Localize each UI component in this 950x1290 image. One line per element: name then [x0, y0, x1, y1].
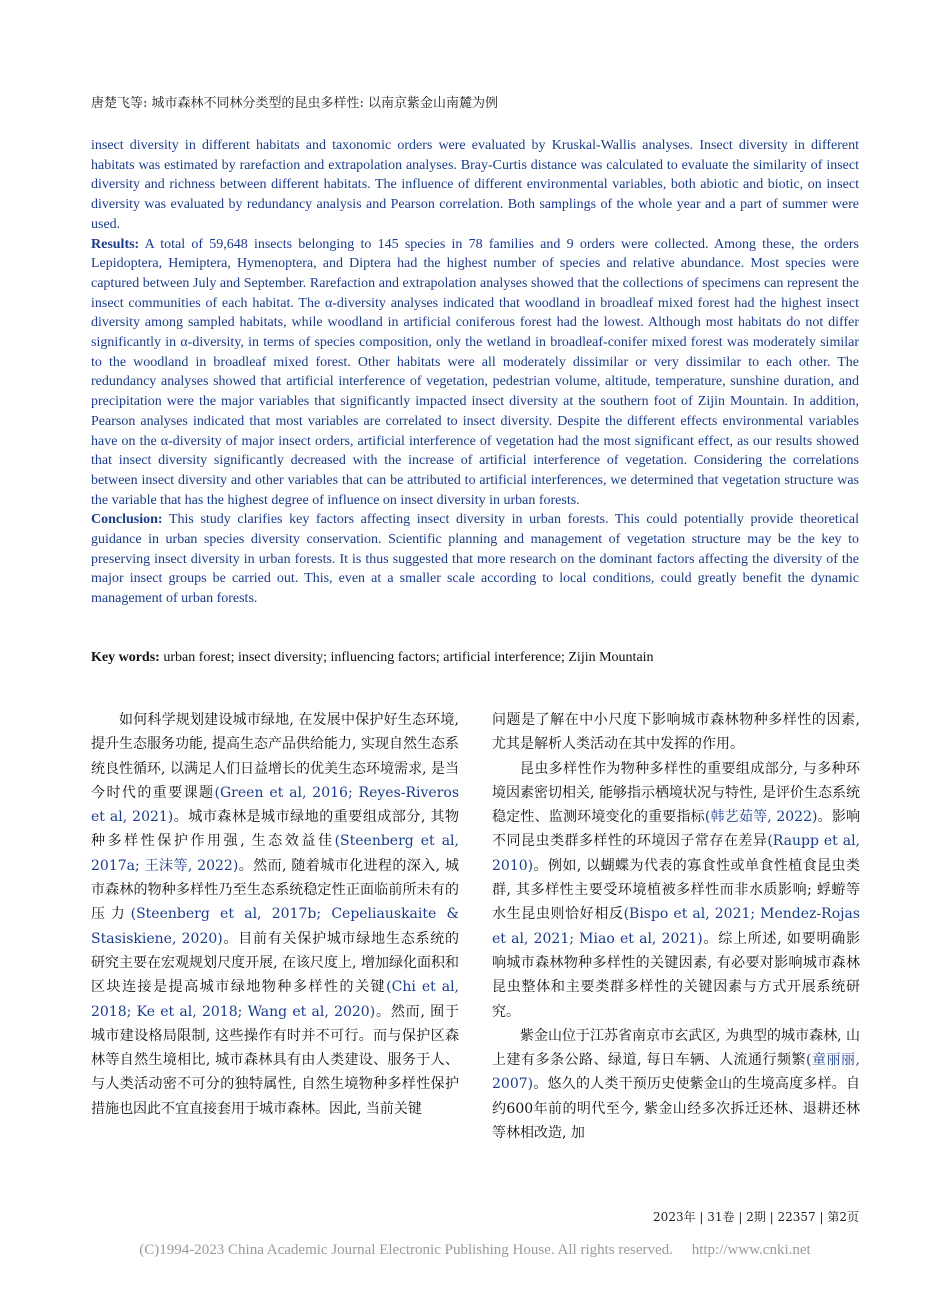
body-text: 昆虫多样性作为物种多样性的重要组成部分, 与多种环境因素密切相关, 能够指示栖境状况与特性, 是评价生态系统稳定性、监测环境变化的重要指标 — [492, 760, 860, 826]
issue-info: 2023年 | 31卷 | 2期 | 22357 | 第2页 — [653, 1210, 859, 1224]
body-text: 。综上所述, 如要明确影响城市森林物种多样性的关键因素, 有必要对影响城市森林昆虫整体和主要类群多样性的关键因素与方式开展系统研究。 — [492, 930, 860, 1020]
conclusion-text: This study clarifies key factors affecting insect diversity in urban forests. This could potentially provide theoretical guidance in urban species diversity conservation. Scientific planning and management of vegetation structure may be the key to preserving insect diversity in urban forests. It is thus suggested that more research on the dominant factors affecting the diversity of the major insect groups be carried out. This, even at a smaller scale according to local conditions, could greatly benefit the dynamic management of urban forests. — [91, 512, 859, 607]
body-paragraph — [492, 1024, 860, 1145]
citation-link[interactable]: (Chi et al, 2018; Ke et al, 2018; Wang et al, 2020) — [91, 979, 459, 1020]
cnki-watermark — [0, 1242, 950, 1259]
citation-link[interactable]: (Raupp et al, 2010) — [492, 833, 861, 874]
body-text: 紫金山位于江苏省南京市玄武区, 为典型的城市森林, 山上建有多条公路、绿道, 每日车辆、人流通行频繁 — [492, 1027, 860, 1069]
conclusion-label: Conclusion: — [91, 512, 163, 528]
citation-link[interactable]: 王沫等 — [144, 857, 188, 874]
body-text: 。例如, 以蝴蝶为代表的寡食性或单食性植食昆虫类群, 其多样性主要受环境植被多样性而非水质影响; 蜉蝣等水生昆虫则恰好相反 — [492, 857, 860, 923]
citation-link[interactable]: (Steenberg et al, 2017b; Cepeliauskaite & Stasiskiene, 2020) — [91, 906, 460, 947]
methods-tail — [91, 136, 859, 235]
citation-link[interactable]: , 2022) — [187, 857, 239, 874]
body-text: 。目前有关保护城市绿地生态系统的研究主要在宏观规划尺度开展, 在该尺度上, 增加绿化面积和区块连接是提高城市绿地物种多样性的关键 — [91, 930, 459, 996]
body-text: 。然而, 囿于城市建设格局限制, 这些操作有时并不可行。而与保护区森林等自然生境相比, 城市森林具有由人类建设、服务于人、与人类活动密不可分的独特属性, 自然生境物种多样性保护措施也因此不宜直接套用于城市森林。因此, 当前关键 — [91, 1003, 460, 1117]
copyright-text: (C)1994-2023 China Academic Journal Electronic Publishing House. All rights reserved. — [139, 1242, 673, 1258]
citation-link[interactable]: (Bispo et al, 2021; Mendez-Rojas et al, 2021; Miao et al, 2021) — [492, 906, 861, 947]
keywords — [91, 648, 859, 667]
keywords-text: urban forest; insect diversity; influencing factors; artificial interference; Zijin Mountain — [159, 650, 654, 665]
body-column-left — [91, 708, 459, 1121]
body-text: 。悠久的人类干预历史使紫金山的生境高度多样。自约600年前的明代至今, 紫金山经多次拆迁还林、退耕还林等林相改造, 加 — [492, 1076, 860, 1142]
conclusion-paragraph — [91, 510, 859, 609]
methods-text: insect diversity in different habitats and taxonomic orders were evaluated by Kruskal-Wallis analyses. Insect diversity in different habitats was estimated by rarefaction and extrapolation analyses. Bray-Curtis distance was calculated to evaluate the similarity of insect diversity and richness between different habitats. The influence of different environmental variables, both abiotic and biotic, on insect diversity was evaluated by redundancy analysis and Pearson correlation. Both samplings of the whole year and a part of summer were used. — [91, 138, 859, 232]
citation-link[interactable]: (童丽丽, 2007) — [492, 1052, 860, 1093]
results-paragraph — [91, 235, 859, 511]
abstract-section — [91, 136, 859, 609]
body-paragraph — [492, 757, 860, 1024]
results-text: A total of 59,648 insects belonging to 145 species in 78 families and 9 orders were collected. Among these, the orders Lepidoptera, Hemiptera, Hymenoptera, and Diptera had the highest number of species and relative abundance. Most species were captured between July and September. Rarefaction and extrapolation analyses showed that the collections of specimens can represent the insect communities of each habitat. The α-diversity analyses indicated that woodland in broadleaf mixed forest had the highest insect diversity among sampled habitats, while woodland in artificial coniferous forest had the lowest. Although most habitats do not differ significantly in α-diversity, in terms of species composition, only the wetland in broadleaf-conifer mixed forest was moderately similar to the woodland in broadleaf mixed forest. Other habitats were all moderately dissimilar or very dissimilar to each other. The redundancy analyses showed that artificial interference of vegetation, pedestrian volume, altitude, temperature, sunshine duration, and precipitation were the major variables that significantly impacted insect diversity at the southern foot of Zijin Mountain. In addition, Pearson analyses indicated that most variables are correlated to insect diversity. Despite the different effects environmental variables have on the α-diversity of major insect orders, artificial interference of vegetation had the most significant effect, as our results showed that insect diversity significantly decreased with the increase of artificial interference of vegetation. Considering the correlations between insect diversity and other variables that can be attributed to artificial interferences, we determined that vegetation structure was the variable that has the highest degree of influence on insect diversity in urban forests. — [91, 236, 859, 508]
body-text: 问题是了解在中小尺度下影响城市森林物种多样性的因素, 尤其是解析人类活动在其中发挥的作用。 — [492, 712, 860, 753]
body-paragraph — [91, 708, 459, 1121]
body-paragraph — [492, 708, 860, 757]
keywords-label: Key words: — [91, 650, 160, 665]
cnki-url[interactable]: http://www.cnki.net — [691, 1242, 811, 1258]
running-header: 唐楚飞等: 城市森林不同林分类型的昆虫多样性: 以南京紫金山南麓为例 — [91, 96, 499, 111]
body-text: 。城市森林是城市绿地的重要组成部分, 其物种多样性保护作用强, 生态效益佳 — [91, 809, 459, 850]
body-text: 。然而, 随着城市化进程的深入, 城市森林的物种多样性乃至生态系统稳定性正面临前所未有的压力 — [91, 857, 459, 923]
citation-link[interactable]: (韩艺茹等, 2022) — [704, 809, 818, 826]
citation-link[interactable]: (Green et al, 2016; Reyes-Riveros et al, 2021) — [91, 784, 460, 826]
citation-link[interactable]: (Steenberg et al, 2017a; — [91, 833, 459, 874]
body-text: 。影响不同昆虫类群多样性的环境因子常存在差异 — [492, 809, 861, 850]
results-label: Results: — [91, 236, 140, 252]
body-column-right — [492, 708, 860, 1145]
body-text: 如何科学规划建设城市绿地, 在发展中保护好生态环境, 提升生态服务功能, 提高生态产品供给能力, 实现自然生态系统良性循环, 以满足人们日益增长的优美生态环境需求, 是当今时代的重要课题 — [91, 712, 459, 801]
